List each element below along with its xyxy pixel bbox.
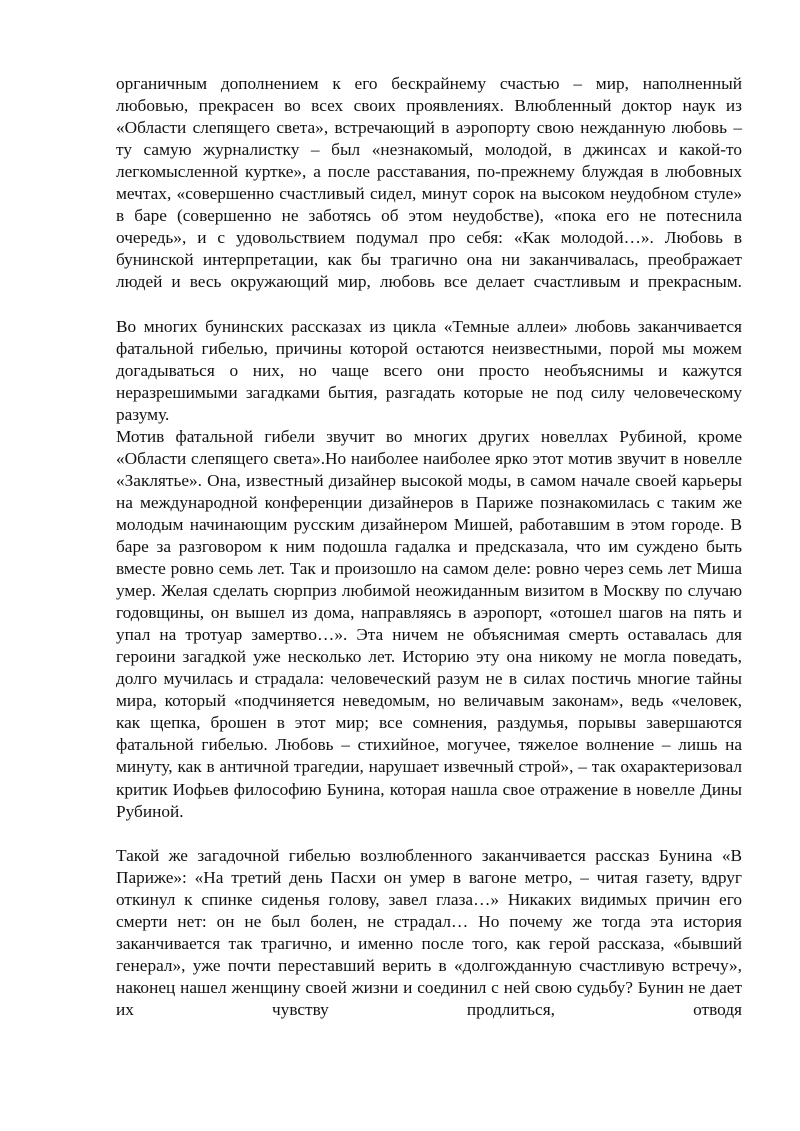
- paragraph-fatal-motif: Мотив фатальной гибели звучит во многих других новеллах Рубиной, кроме «Области слепящего света».Но наиболее наиболее ярко этот мотив звучит в новелле «Заклятье». Она, известный дизайнер высокой моды, в самом начале своей карьеры на международной конференции дизайнеров в Париже познакомилась с таким же молодым начинающим русским дизайнером Мишей, работавшим в этом городе. В баре за разговором к ним подошла гадалка и предсказала, что им суждено быть вместе ровно семь лет. Так и произошло на самом деле: ровно через семь лет Миша умер. Желая сделать сюрприз любимой неожиданным визитом в Москву по случаю годовщины, он вышел из дома, направляясь в аэропорт, «отошел шагов на пять и упал на тротуар замертво…». Эта ничем не объяснимая смерть оставалась для героини загадкой уже несколько лет. Историю эту она никому не могла поведать, долго мучилась и страдала: человеческий разум не в силах постичь многие тайны мира, который «подчиняется неведомым, но величавым законам», ведь «человек, как щепка, брошен в этот мир; все сомнения, раздумья, порывы завершаются фатальной гибелью. Любовь – стихийное, могучее, тяжелое волнение – лишь на минуту, как в античной трагедии, нарушает извечный строй», – так охарактеризовал критик Иофьев философию Бунина, которая нашла свое отражение в новелле Дины Рубиной.: [116, 426, 742, 821]
- paragraph-dark-alleys: Во многих бунинских рассказах из цикла «Темные аллеи» любовь заканчивается фатальной гибелью, причины которой остаются неизвестными, порой мы можем догадываться о них, но чаще всего они просто необъяснимы и кажутся неразрешимыми загадками бытия, разгадать которые не под силу человеческому разуму.: [116, 316, 742, 424]
- paragraph-in-paris: Такой же загадочной гибелью возлюбленного заканчивается рассказ Бунина «В Париже»: «На третий день Пасхи он умер в вагоне метро, – читая газету, вдруг откинул к спинке сиденья голову, завел глаза…» Никаких видимых причин его смерти нет: он не был болен, не страдал… Но почему же тогда эта история заканчивается так трагично, и именно после того, как герой рассказа, «бывший генерал», уже почти переставший верить в «долгожданную счастливую встречу», наконец нашел женщину своей жизни и соединил с ней свою судьбу? Бунин не дает их чувству продлиться, отводя: [116, 845, 742, 1019]
- document-body: [116, 73, 742, 1021]
- paragraph-love-transforms: органичным дополнением к его бескрайнему счастью – мир, наполненный любовью, прекрасен во всех своих проявлениях. Влюбленный доктор наук из «Области слепящего света», встречающий в аэропорту свою нежданную любовь – ту самую журналистку – был «незнакомый, молодой, в джинсах и какой-то легкомысленной куртке», а после расставания, по-прежнему блуждая в любовных мечтах, «совершенно счастливый сидел, минут сорок на высоком неудобном стуле» в баре (совершенно не заботясь об этом неудобстве), «пока его не потеснила очередь», и с удовольствием подумал про себя: «Как молодой…». Любовь в бунинской интерпретации, как бы трагично она ни заканчивалась, преображает людей и весь окружающий мир, любовь все делает счастливым и прекрасным.: [116, 74, 742, 292]
- paragraph-gap: [116, 823, 742, 845]
- paragraph-gap: [116, 293, 742, 315]
